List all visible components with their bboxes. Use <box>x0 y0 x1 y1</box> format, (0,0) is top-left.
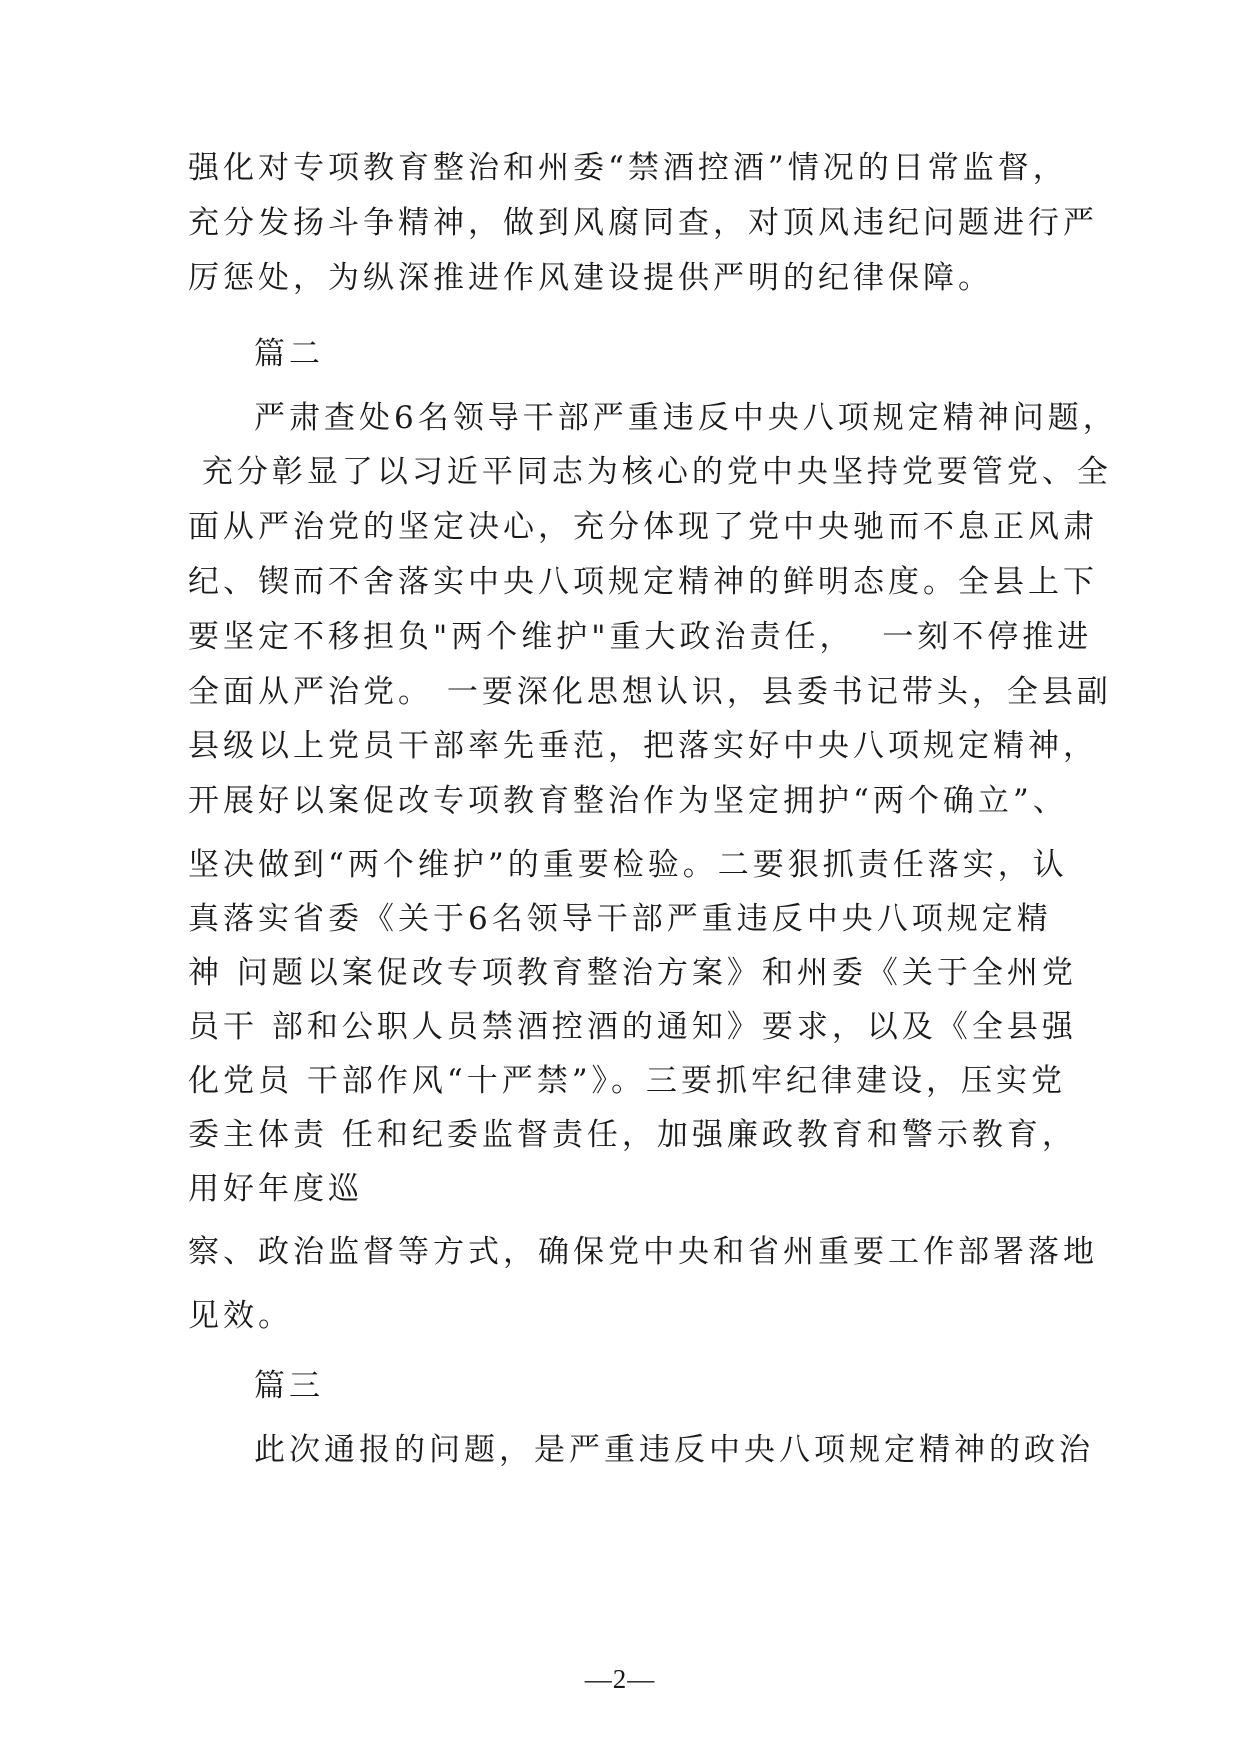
text-line: 神 问题以案促改专项教育整治方案》和州委《关于全州党 <box>188 955 1077 991</box>
text-line: 员干 部和公职人员禁酒控酒的通知》要求，以及《全县强 <box>188 1009 1077 1045</box>
text-line: 化党员 干部作风“十严禁”》。三要抓牢纪律建设，压实党 <box>188 1063 1067 1099</box>
text-line: 真落实省委《关于6名领导干部严重违反中央八项规定精 <box>188 901 1052 937</box>
text-line: 县级以上党员干部率先垂范，把落实好中央八项规定精神， <box>188 728 1098 764</box>
text-line: 充分彰显了以习近平同志为核心的党中央坚持党要管党、全 <box>188 454 1112 490</box>
section-heading: 篇二 <box>254 336 324 372</box>
text-line: 察、政治监督等方式，确保党中央和省州重要工作部署落地 <box>188 1234 1098 1270</box>
text-line: 面从严治党的坚定决心，充分体现了党中央驰而不息正风肃 <box>188 509 1098 545</box>
text-line: 开展好以案促改专项教育整治作为坚定拥护“两个确立”、 <box>188 783 1068 819</box>
text-line: 此次通报的问题，是严重违反中央八项规定精神的政治 <box>254 1432 1094 1468</box>
text-line: 充分发扬斗争精神，做到风腐同查，对顶风违纪问题进行严 <box>188 205 1098 241</box>
text-line: 强化对专项教育整治和州委“禁酒控酒”情况的日常监督， <box>188 150 1068 186</box>
text-line: 全面从严治党。 一要深化思想认识，县委书记带头，全县副 <box>188 674 1112 710</box>
text-line: 用好年度巡 <box>188 1171 363 1207</box>
text-line: 委主体责 任和纪委监督责任，加强廉政教育和警示教育， <box>188 1117 1077 1153</box>
text-line: 纪、锲而不舍落实中央八项规定精神的鲜明态度。全县上下 <box>188 564 1098 600</box>
text-line: 厉惩处，为纵深推进作风建设提供严明的纪律保障。 <box>188 260 993 296</box>
text-line: 见效。 <box>188 1298 293 1334</box>
text-line: 严肃查处6名领导干部严重违反中央八项规定精神问题， <box>254 400 1118 436</box>
section-heading: 篇三 <box>254 1368 324 1404</box>
text-line: 要坚定不移担负"两个维护"重大政治责任， 一刻不停推进 <box>188 619 1093 655</box>
text-line: 坚决做到“两个维护”的重要检验。二要狠抓责任落实，认 <box>188 847 1068 883</box>
page-number: —2— <box>584 1664 656 1694</box>
